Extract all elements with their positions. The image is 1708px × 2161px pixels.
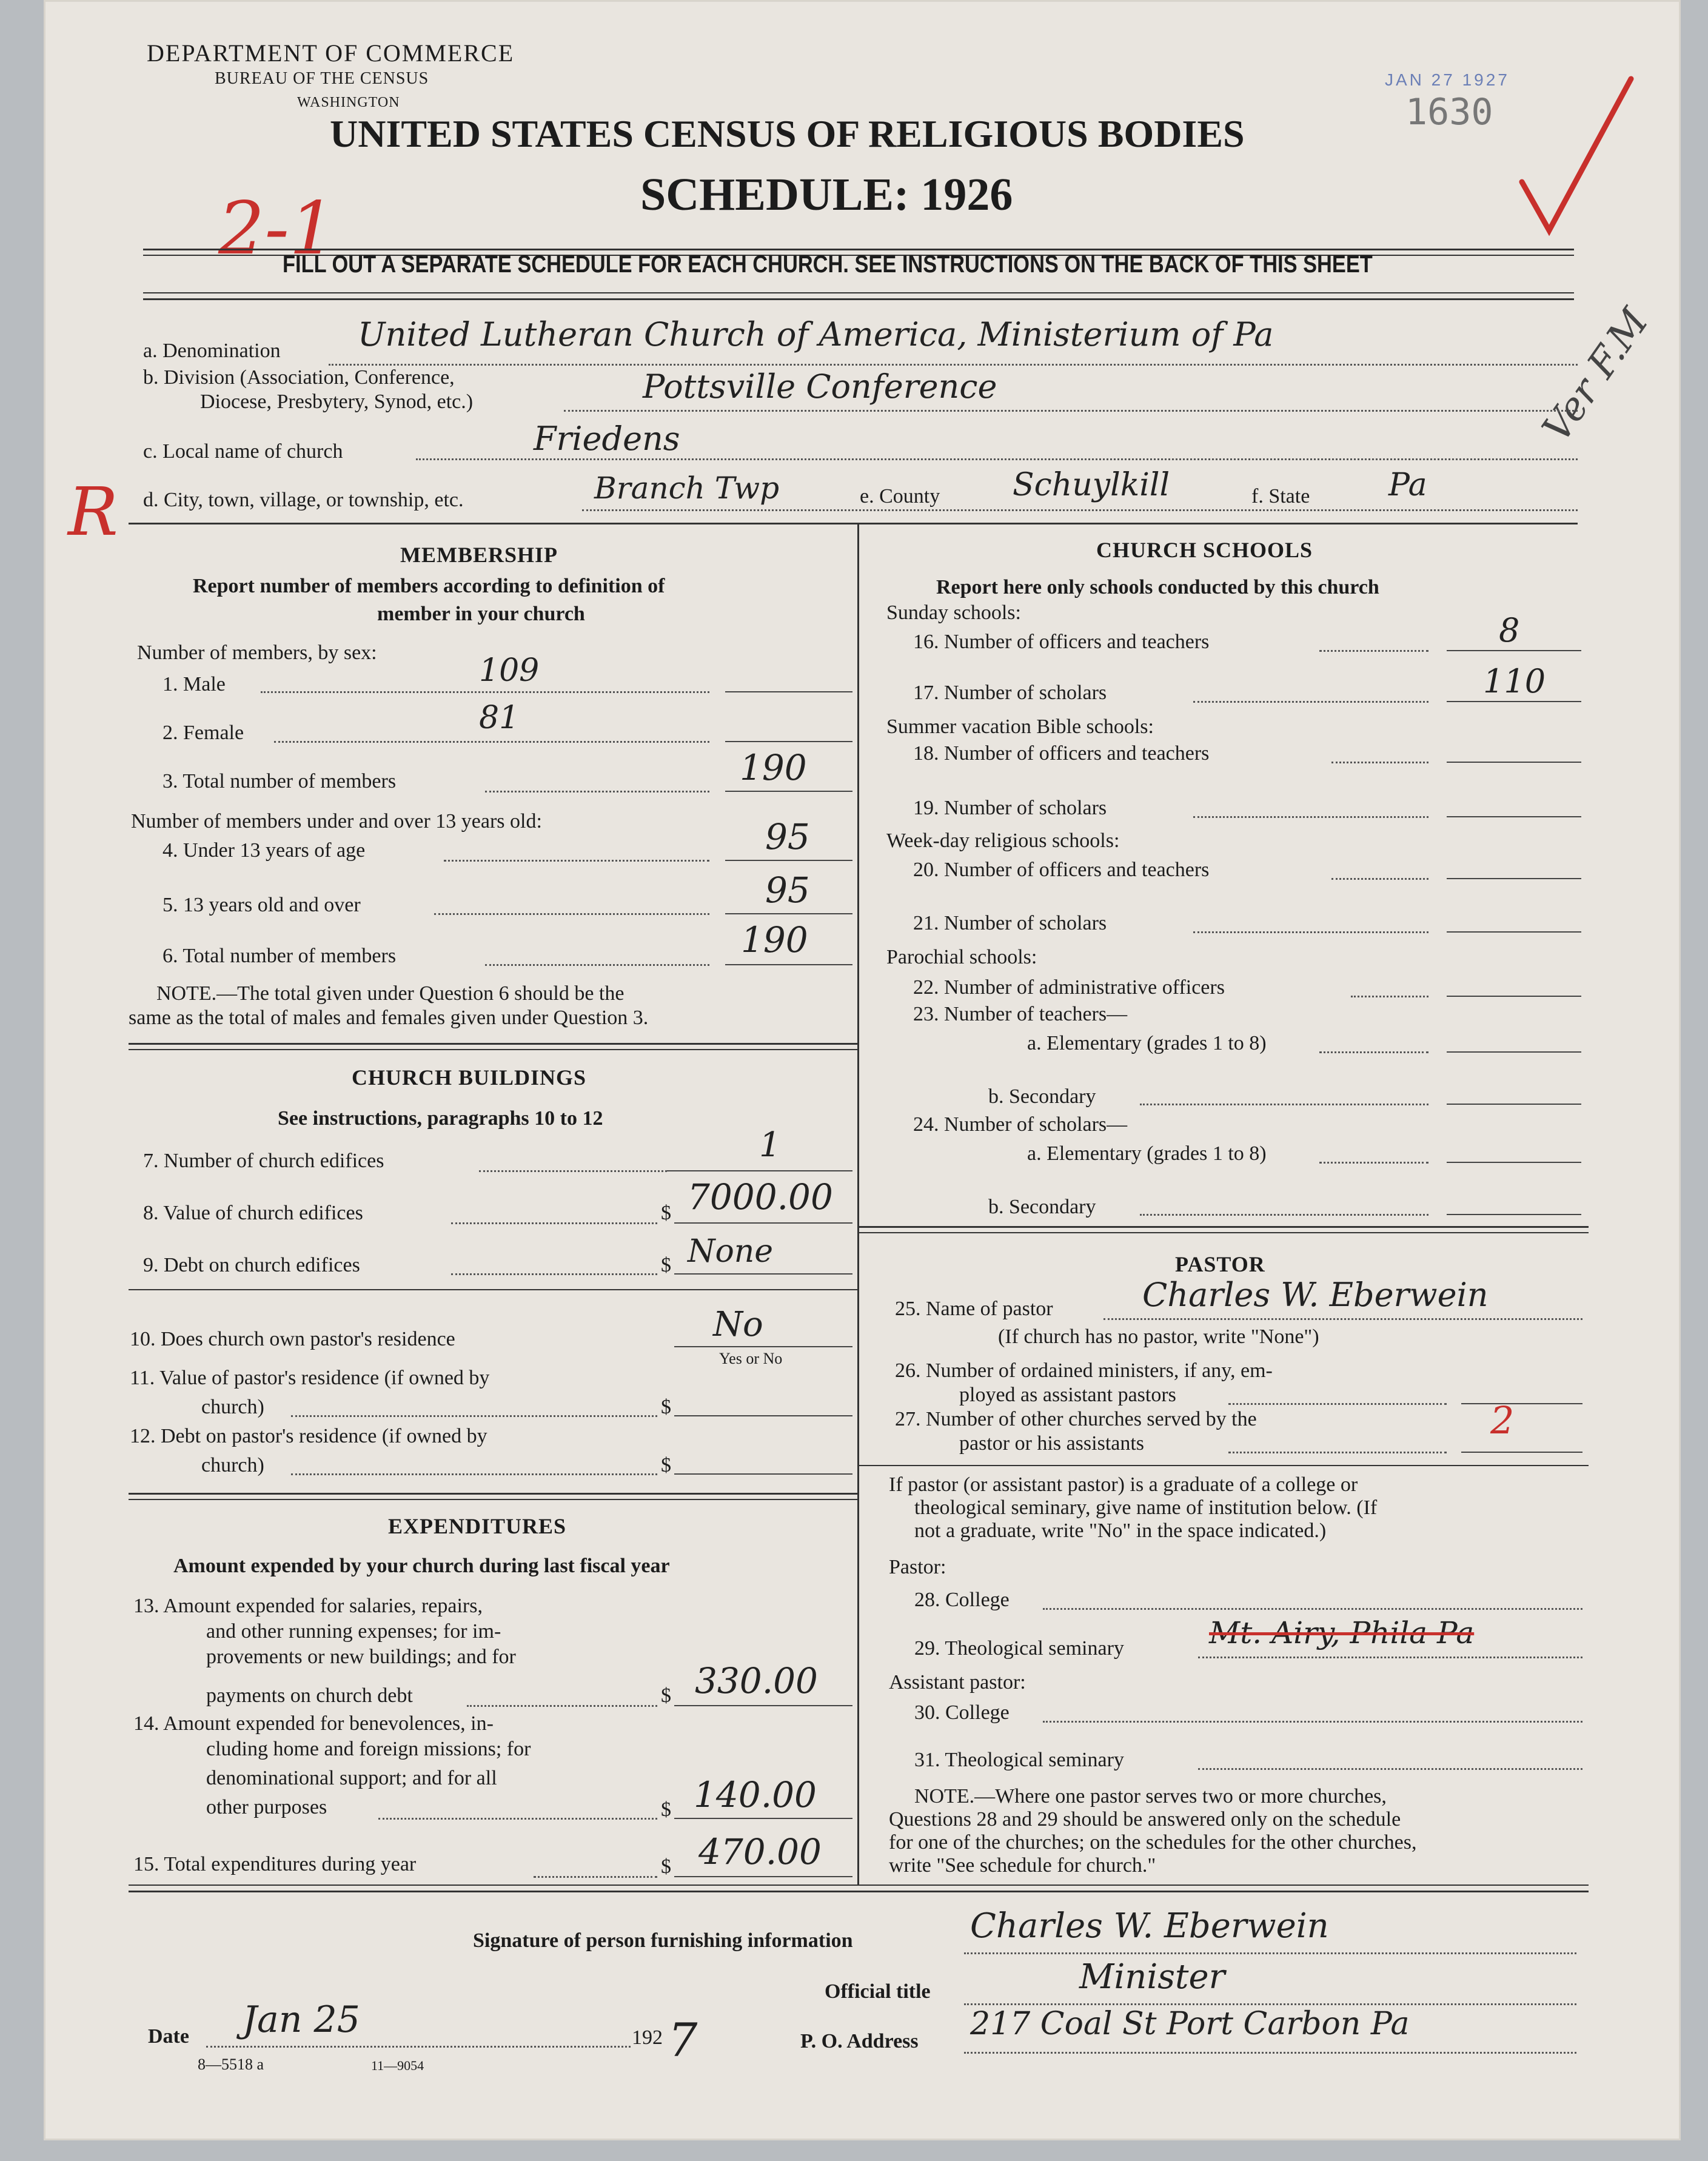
membership-note: NOTE.—The total given under Question 6 should be the bbox=[156, 982, 625, 1005]
red-check-icon bbox=[1516, 73, 1637, 243]
county-label: e. County bbox=[860, 485, 940, 508]
q4-under13-value: 95 bbox=[765, 816, 810, 857]
pastor-heading: PASTOR bbox=[1175, 1252, 1265, 1276]
expenditures-heading: EXPENDITURES bbox=[388, 1514, 567, 1538]
membership-heading: MEMBERSHIP bbox=[400, 543, 558, 567]
q14-label-line3: denominational support; and for all bbox=[206, 1767, 497, 1789]
q13-label-line2: and other running expenses; for im- bbox=[206, 1620, 501, 1643]
q13-dollar-sign: $ bbox=[661, 1684, 671, 1707]
q9-debt-label: 9. Debt on church edifices bbox=[143, 1254, 360, 1276]
church-buildings-heading: CHURCH BUILDINGS bbox=[352, 1065, 587, 1090]
q25-pastor-name: Charles W. Eberwein bbox=[1142, 1276, 1489, 1314]
weekday-schools-label: Week-day religious schools: bbox=[886, 829, 1120, 852]
pastor-note-line3: for one of the churches; on the schedules for the other churches, bbox=[889, 1831, 1417, 1854]
q24a-label: a. Elementary (grades 1 to 8) bbox=[1027, 1142, 1267, 1165]
q5-13andover-value: 95 bbox=[765, 869, 810, 911]
q1-male-label: 1. Male bbox=[162, 673, 226, 695]
members-by-sex-label: Number of members, by sex: bbox=[137, 642, 377, 664]
q16-value: 8 bbox=[1499, 611, 1520, 649]
q4-under13-label: 4. Under 13 years of age bbox=[162, 839, 366, 862]
q14-dollar-sign: $ bbox=[661, 1798, 671, 1821]
q8-value-label: 8. Value of church edifices bbox=[143, 1202, 363, 1224]
q10-residence-label: 10. Does church own pastor's residence bbox=[130, 1328, 455, 1350]
age-group-label: Number of members under and over 13 years old: bbox=[131, 810, 542, 833]
department-label: DEPARTMENT OF COMMERCE bbox=[147, 39, 515, 67]
q8-value: 7000.00 bbox=[688, 1176, 833, 1218]
q11-value-residence-label-line2: church) bbox=[201, 1396, 264, 1418]
q3-total-value: 190 bbox=[740, 747, 807, 788]
pastor-note-line2: Questions 28 and 29 should be answered only on the schedule bbox=[889, 1808, 1401, 1831]
q6-total-value: 190 bbox=[741, 919, 808, 960]
date-value: Jan 25 bbox=[243, 1999, 360, 2041]
q26-label: 26. Number of ordained ministers, if any, em- bbox=[895, 1359, 1273, 1382]
q17-value: 110 bbox=[1483, 662, 1546, 700]
church-schools-subheading: Report here only schools conducted by this church bbox=[936, 576, 1379, 598]
assistant-pastor-subsection-label: Assistant pastor: bbox=[889, 1671, 1026, 1694]
q14-label-line4: other purposes bbox=[206, 1796, 327, 1818]
graduate-instructions-line3: not a graduate, write "No" in the space indicated.) bbox=[914, 1519, 1327, 1542]
form-number: 8—5518 a bbox=[198, 2055, 264, 2073]
q31-label: 31. Theological seminary bbox=[914, 1749, 1124, 1771]
summer-schools-label: Summer vacation Bible schools: bbox=[886, 715, 1154, 738]
q3-total-label: 3. Total number of members bbox=[162, 770, 397, 792]
q14-value: 140.00 bbox=[694, 1774, 817, 1815]
q1-male-value: 109 bbox=[479, 652, 540, 689]
q27-label-line2: pastor or his assistants bbox=[959, 1432, 1145, 1455]
q29-seminary-value: Mt. Airy, Phila Pa bbox=[1209, 1615, 1475, 1650]
q23a-label: a. Elementary (grades 1 to 8) bbox=[1027, 1032, 1267, 1054]
q14-label: 14. Amount expended for benevolences, in- bbox=[133, 1712, 494, 1735]
pastor-note: NOTE.—Where one pastor serves two or more churches, bbox=[914, 1785, 1387, 1808]
division-value: Pottsville Conference bbox=[643, 367, 997, 406]
q26-label-line2: ployed as assistant pastors bbox=[959, 1384, 1176, 1406]
q5-13andover-label: 5. 13 years old and over bbox=[162, 894, 361, 916]
q19-label: 19. Number of scholars bbox=[913, 797, 1107, 819]
po-address-value: 217 Coal St Port Carbon Pa bbox=[970, 2006, 1410, 2042]
year-value: 7 bbox=[668, 2013, 698, 2067]
q18-label: 18. Number of officers and teachers bbox=[913, 742, 1210, 765]
signature-value: Charles W. Eberwein bbox=[970, 1906, 1329, 1946]
q2-female-label: 2. Female bbox=[162, 722, 244, 744]
q30-label: 30. College bbox=[914, 1701, 1010, 1724]
county-value: Schuylkill bbox=[1013, 467, 1170, 503]
official-title-value: Minister bbox=[1079, 1957, 1225, 1997]
q24-label: 24. Number of scholars— bbox=[913, 1113, 1128, 1136]
local-name-label: c. Local name of church bbox=[143, 440, 343, 463]
denomination-value: United Lutheran Church of America, Ministerium of Pa bbox=[358, 315, 1274, 353]
q15-value: 470.00 bbox=[698, 1831, 822, 1872]
signature-label: Signature of person furnishing information bbox=[473, 1929, 853, 1952]
q11-value-residence-label: 11. Value of pastor's residence (if owned by bbox=[130, 1367, 490, 1389]
po-address-label: P. O. Address bbox=[800, 2030, 919, 2052]
q27-label: 27. Number of other churches served by the bbox=[895, 1408, 1257, 1430]
q7-edifices-label: 7. Number of church edifices bbox=[143, 1150, 384, 1172]
q23-label: 23. Number of teachers— bbox=[913, 1003, 1128, 1025]
q7-edifices-value: 1 bbox=[759, 1125, 781, 1165]
membership-subheading-line2: member in your church bbox=[377, 603, 585, 625]
q20-label: 20. Number of officers and teachers bbox=[913, 859, 1210, 881]
membership-subheading: Report number of members according to definition of bbox=[193, 575, 665, 597]
q24b-label: b. Secondary bbox=[988, 1196, 1096, 1218]
q13-label-line3: provements or new buildings; and for bbox=[206, 1646, 516, 1668]
q9-dollar-sign: $ bbox=[661, 1254, 671, 1276]
sunday-schools-label: Sunday schools: bbox=[886, 601, 1021, 624]
expenditures-subheading: Amount expended by your church during last fiscal year bbox=[173, 1555, 670, 1577]
city-township-label: d. City, town, village, or township, etc. bbox=[143, 489, 464, 511]
q21-label: 21. Number of scholars bbox=[913, 912, 1107, 934]
division-label-line2: Diocese, Presbytery, Synod, etc.) bbox=[200, 390, 474, 413]
q12-debt-residence-label: 12. Debt on pastor's residence (if owned by bbox=[130, 1425, 487, 1447]
q12-dollar-sign: $ bbox=[661, 1454, 671, 1476]
printing-number: 11—9054 bbox=[371, 2058, 424, 2073]
q15-dollar-sign: $ bbox=[661, 1855, 671, 1878]
q25-label: 25. Name of pastor bbox=[895, 1298, 1053, 1320]
q17-label: 17. Number of scholars bbox=[913, 682, 1107, 704]
q13-label: 13. Amount expended for salaries, repairs, bbox=[133, 1595, 483, 1617]
q22-label: 22. Number of administrative officers bbox=[913, 976, 1225, 999]
state-value: Pa bbox=[1388, 467, 1427, 503]
q11-dollar-sign: $ bbox=[661, 1396, 671, 1418]
graduate-instructions-line2: theological seminary, give name of institution below. (If bbox=[914, 1496, 1378, 1519]
q29-label: 29. Theological seminary bbox=[914, 1637, 1124, 1660]
red-pencil-mark: 2-1 bbox=[218, 187, 336, 271]
local-name-value: Friedens bbox=[534, 420, 680, 458]
city-township-value: Branch Twp bbox=[594, 471, 780, 506]
church-buildings-subheading: See instructions, paragraphs 10 to 12 bbox=[278, 1107, 603, 1130]
red-r-mark: R bbox=[68, 473, 118, 551]
q27-value: 2 bbox=[1490, 1398, 1515, 1442]
q6-total-label: 6. Total number of members bbox=[162, 945, 397, 967]
date-label: Date bbox=[148, 2025, 189, 2048]
schedule-year: SCHEDULE: 1926 bbox=[640, 169, 1013, 220]
official-title-label: Official title bbox=[825, 1980, 931, 2003]
q13-label-line4: payments on church debt bbox=[206, 1684, 413, 1707]
q25-note: (If church has no pastor, write "None") bbox=[998, 1325, 1319, 1348]
q2-female-value: 81 bbox=[479, 700, 520, 736]
received-stamp-date: JAN 27 1927 bbox=[1385, 70, 1510, 89]
q15-label: 15. Total expenditures during year bbox=[133, 1853, 417, 1875]
received-stamp-number: 1630 bbox=[1405, 91, 1493, 133]
yes-or-no-caption: Yes or No bbox=[719, 1350, 783, 1367]
q13-value: 330.00 bbox=[695, 1660, 818, 1701]
q9-debt-value: None bbox=[688, 1233, 774, 1270]
church-schools-heading: CHURCH SCHOOLS bbox=[1096, 538, 1313, 562]
q8-dollar-sign: $ bbox=[661, 1202, 671, 1224]
q12-debt-residence-label-line2: church) bbox=[201, 1454, 264, 1476]
q16-label: 16. Number of officers and teachers bbox=[913, 631, 1210, 653]
side-initials: Ver F.M bbox=[1534, 300, 1658, 451]
pastor-subsection-label: Pastor: bbox=[889, 1556, 946, 1578]
city-label: WASHINGTON bbox=[297, 95, 400, 110]
q10-residence-value: No bbox=[713, 1305, 763, 1344]
membership-note-line2: same as the total of males and females given under Question 3. bbox=[129, 1007, 649, 1029]
division-label: b. Division (Association, Conference, bbox=[143, 366, 455, 389]
year-prefix: 192 bbox=[632, 2026, 663, 2049]
denomination-label: a. Denomination bbox=[143, 340, 281, 362]
parochial-schools-label: Parochial schools: bbox=[886, 946, 1037, 968]
bureau-label: BUREAU OF THE CENSUS bbox=[215, 69, 429, 88]
q14-label-line2: cluding home and foreign missions; for bbox=[206, 1738, 531, 1760]
pastor-note-line4: write "See schedule for church." bbox=[889, 1854, 1156, 1877]
instruction-banner: FILL OUT A SEPARATE SCHEDULE FOR EACH CHURCH. SEE INSTRUCTIONS ON THE BACK OF THIS SHEET bbox=[283, 251, 1373, 278]
q28-label: 28. College bbox=[914, 1589, 1010, 1611]
graduate-instructions: If pastor (or assistant pastor) is a graduate of a college or bbox=[889, 1473, 1358, 1496]
state-label: f. State bbox=[1251, 485, 1310, 508]
q23b-label: b. Secondary bbox=[988, 1085, 1096, 1108]
form-title: UNITED STATES CENSUS OF RELIGIOUS BODIES bbox=[330, 112, 1245, 155]
